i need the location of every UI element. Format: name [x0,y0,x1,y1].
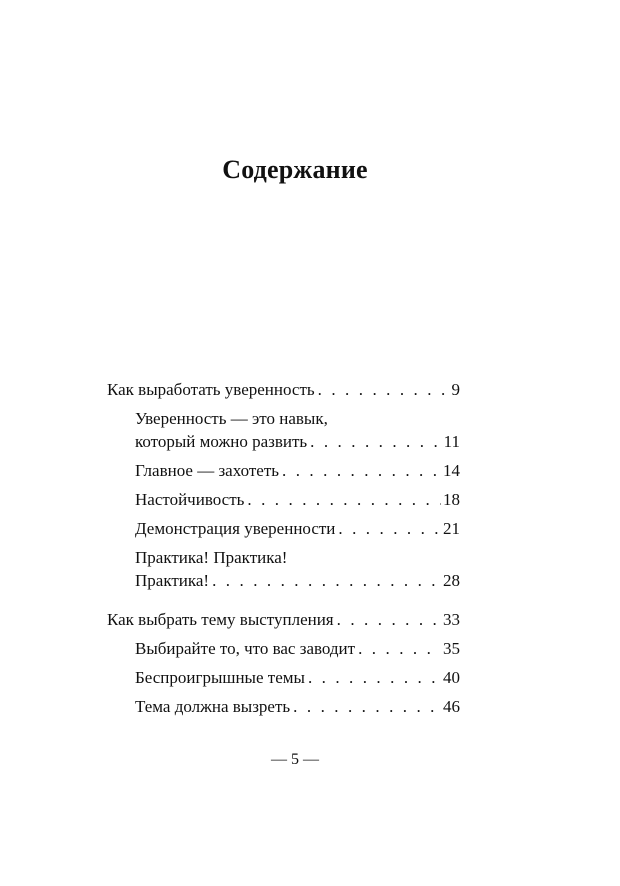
dot-leader [334,608,441,631]
toc-entry-label-line1: Уверенность — это навык, [135,409,328,428]
dot-leader [244,488,441,511]
toc-entry-page: 46 [443,697,460,716]
toc-entry-section-8[interactable] [107,695,460,718]
toc-entry-label: Беспроигрышные темы [135,668,305,687]
dot-leader [305,666,441,689]
toc-entry-label: Тема должна вызреть [135,697,291,716]
toc-entry-label: Как выбрать тему выступления [107,610,334,629]
toc-entry-section-4[interactable] [107,517,460,540]
toc-entry-label-line2: Практика! [135,571,210,590]
dot-leader [279,459,441,482]
toc-entry-label: Выбирайте то, что вас заводит [135,639,356,658]
dot-leader [209,569,441,592]
toc-entry-page: 9 [451,380,460,399]
toc-entry-label: Настойчивость [135,490,245,509]
toc-entry-label: Демонстрация уверенности [135,519,336,538]
toc-entry-section-5[interactable] [107,546,460,592]
toc-entry-page: 14 [443,461,460,480]
toc-entry-section-7[interactable] [107,666,460,689]
toc-entry-section-3[interactable] [107,488,460,511]
toc-entry-chapter-2[interactable] [107,608,460,631]
toc-entry-label: Как выработать уверенность [107,380,315,399]
toc-entry-page: 35 [443,639,460,658]
toc-entry-section-6[interactable] [107,637,460,660]
toc-entry-label: Главное — захотеть [135,461,280,480]
toc-entry-chapter-1[interactable] [107,378,460,401]
toc-entry-label-line2: который можно развить [135,432,308,451]
toc-entry-page: 18 [443,490,460,509]
dot-leader [307,430,441,453]
dot-leader [315,378,450,401]
toc-entry-page: 28 [443,571,460,590]
dot-leader [335,517,441,540]
toc-entry-page: 21 [443,519,460,538]
table-of-contents [107,378,460,718]
toc-entry-page: 40 [443,668,460,687]
page-title: Содержание [222,155,368,184]
toc-entry-label-line1: Практика! Практика! [135,548,288,567]
dot-leader [355,637,441,660]
dot-leader [290,695,441,718]
toc-entry-page: 33 [443,610,460,629]
page-number: — 5 — [271,751,319,768]
toc-entry-section-1[interactable] [107,407,460,453]
toc-entry-page: 11 [443,432,460,451]
toc-entry-section-2[interactable] [107,459,460,482]
